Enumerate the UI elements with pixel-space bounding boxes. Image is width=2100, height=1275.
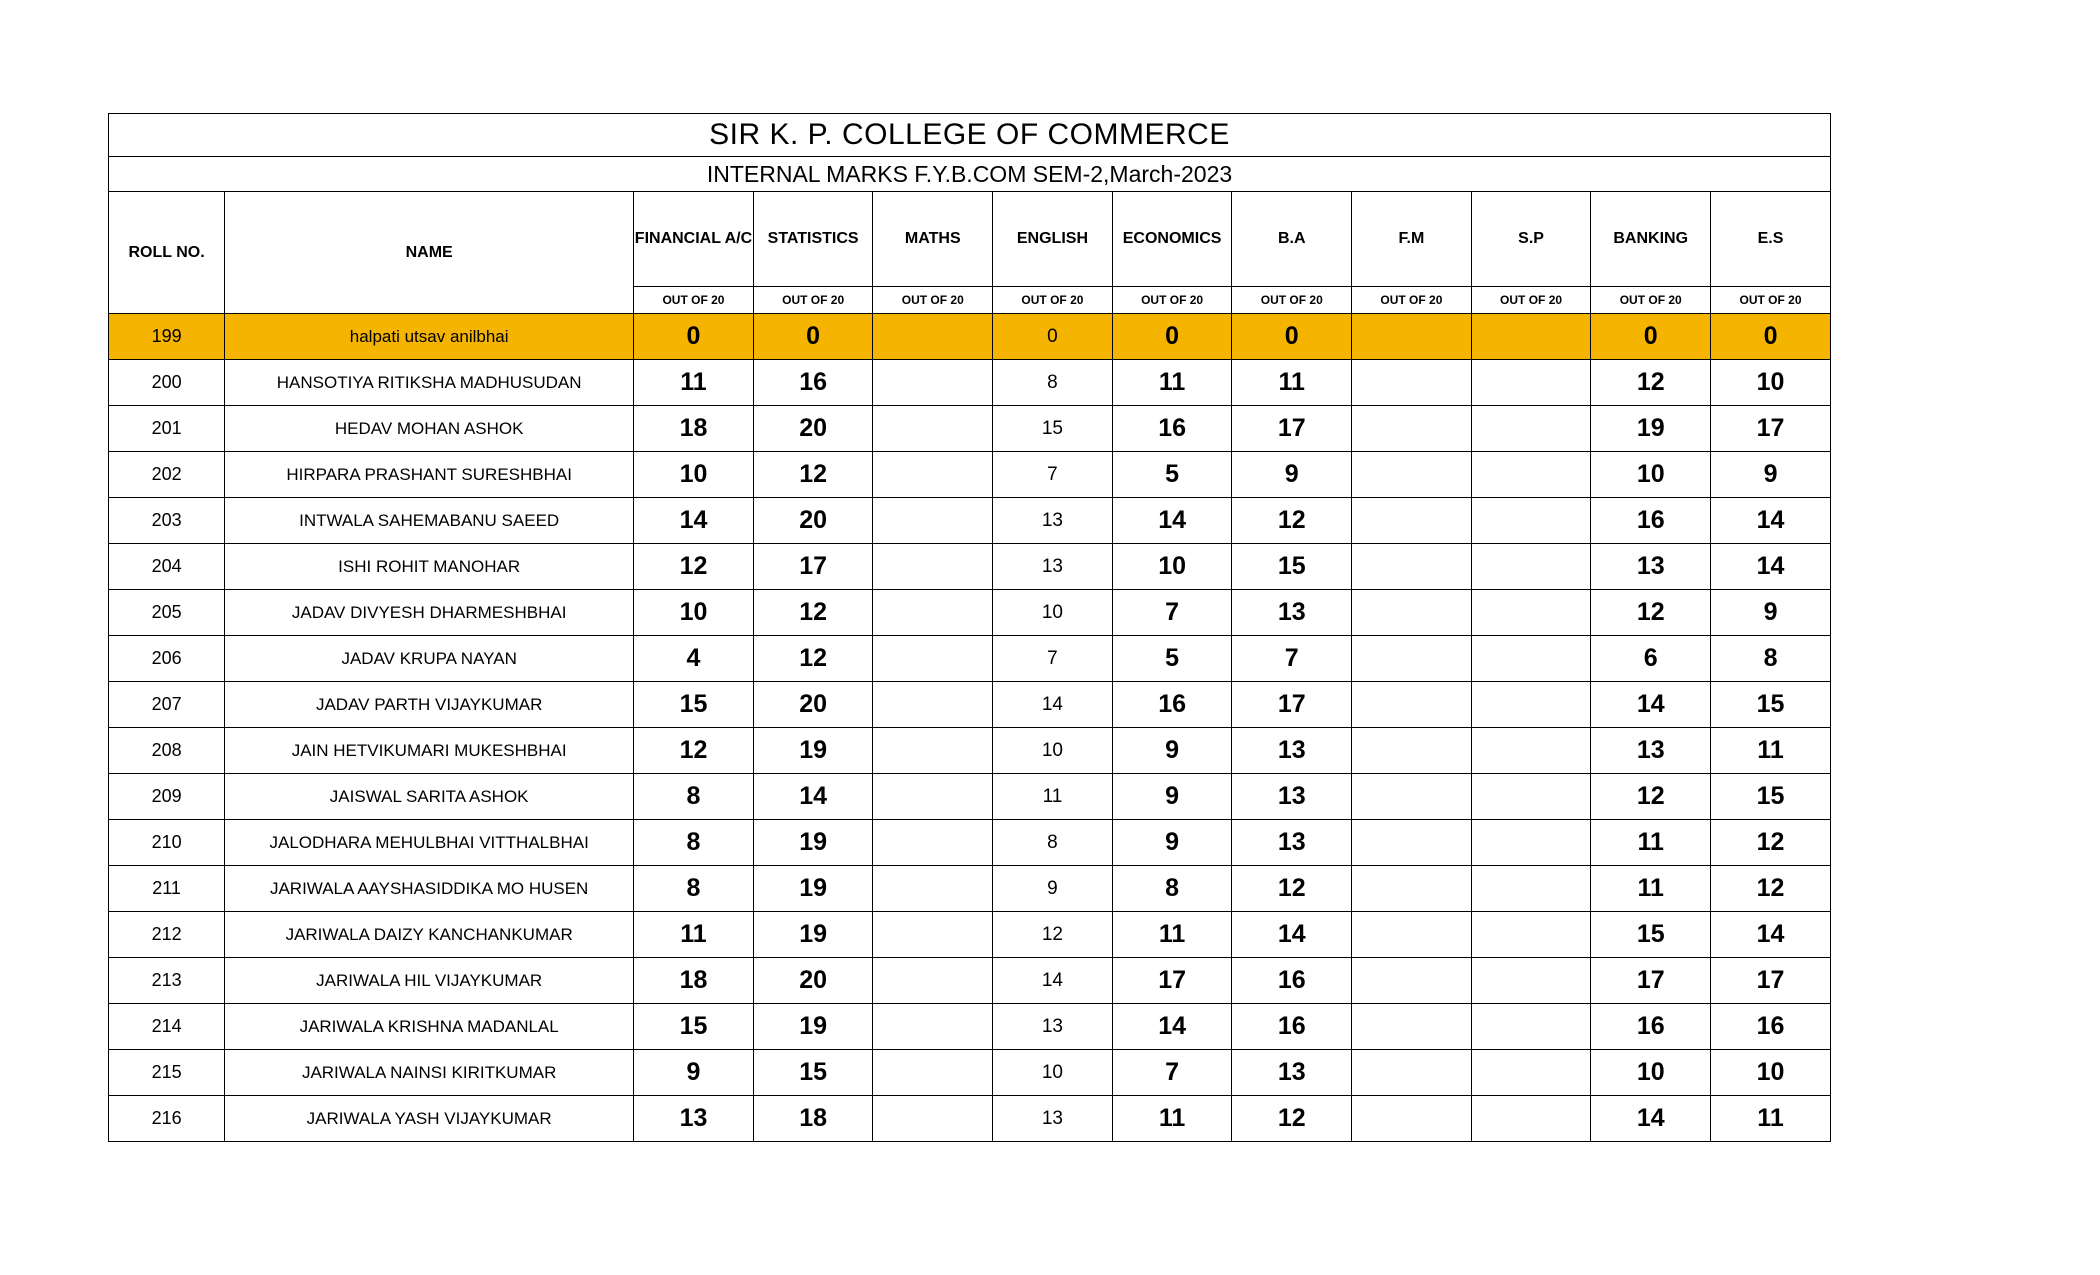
cell-mark: 11 bbox=[1591, 866, 1711, 912]
cell-mark: 15 bbox=[1232, 544, 1352, 590]
cell-student-name: HEDAV MOHAN ASHOK bbox=[225, 406, 634, 452]
cell-mark: 9 bbox=[1711, 452, 1831, 498]
cell-roll-no: 206 bbox=[109, 636, 225, 682]
cell-mark: 10 bbox=[1112, 544, 1232, 590]
table-row bbox=[109, 590, 1831, 636]
header-outof-banking: OUT OF 20 bbox=[1591, 287, 1711, 314]
cell-mark: 5 bbox=[1112, 636, 1232, 682]
cell-mark: 20 bbox=[753, 406, 873, 452]
cell-mark bbox=[1471, 912, 1591, 958]
cell-mark bbox=[873, 590, 993, 636]
table-row bbox=[109, 452, 1831, 498]
cell-mark bbox=[1471, 682, 1591, 728]
cell-mark: 10 bbox=[1711, 360, 1831, 406]
cell-mark: 15 bbox=[993, 406, 1113, 452]
cell-student-name: JAISWAL SARITA ASHOK bbox=[225, 774, 634, 820]
cell-mark: 14 bbox=[1711, 912, 1831, 958]
cell-mark bbox=[1471, 544, 1591, 590]
cell-mark bbox=[1471, 1004, 1591, 1050]
cell-mark bbox=[873, 360, 993, 406]
header-outof-sp: OUT OF 20 bbox=[1471, 287, 1591, 314]
cell-student-name: JARIWALA YASH VIJAYKUMAR bbox=[225, 1096, 634, 1142]
cell-mark bbox=[1471, 590, 1591, 636]
cell-mark: 12 bbox=[1232, 498, 1352, 544]
cell-mark bbox=[1352, 1004, 1472, 1050]
cell-student-name: JARIWALA NAINSI KIRITKUMAR bbox=[225, 1050, 634, 1096]
cell-mark: 12 bbox=[993, 912, 1113, 958]
cell-mark: 18 bbox=[634, 406, 754, 452]
cell-mark bbox=[1471, 1050, 1591, 1096]
marks-sheet bbox=[108, 113, 1831, 1142]
cell-mark bbox=[1471, 406, 1591, 452]
cell-mark bbox=[873, 866, 993, 912]
table-row bbox=[109, 1004, 1831, 1050]
cell-mark: 6 bbox=[1591, 636, 1711, 682]
cell-student-name: halpati utsav anilbhai bbox=[225, 314, 634, 360]
table-row bbox=[109, 406, 1831, 452]
cell-mark: 8 bbox=[634, 820, 754, 866]
cell-mark: 15 bbox=[634, 1004, 754, 1050]
cell-mark bbox=[1352, 1050, 1472, 1096]
cell-mark bbox=[1352, 1096, 1472, 1142]
cell-roll-no: 201 bbox=[109, 406, 225, 452]
table-row bbox=[109, 498, 1831, 544]
cell-mark: 8 bbox=[1112, 866, 1232, 912]
cell-mark: 10 bbox=[1711, 1050, 1831, 1096]
cell-mark: 19 bbox=[753, 912, 873, 958]
document-subtitle: INTERNAL MARKS F.Y.B.COM SEM-2,March-2023 bbox=[109, 157, 1831, 192]
cell-mark: 8 bbox=[634, 866, 754, 912]
header-subject-english: ENGLISH bbox=[993, 192, 1113, 287]
cell-mark bbox=[1352, 314, 1472, 360]
cell-mark: 14 bbox=[1591, 1096, 1711, 1142]
cell-student-name: JADAV DIVYESH DHARMESHBHAI bbox=[225, 590, 634, 636]
cell-mark: 16 bbox=[1232, 1004, 1352, 1050]
cell-mark: 11 bbox=[993, 774, 1113, 820]
cell-mark bbox=[1352, 452, 1472, 498]
cell-roll-no: 214 bbox=[109, 1004, 225, 1050]
cell-mark bbox=[1352, 866, 1472, 912]
cell-student-name: JARIWALA DAIZY KANCHANKUMAR bbox=[225, 912, 634, 958]
cell-mark: 9 bbox=[1711, 590, 1831, 636]
cell-mark bbox=[1471, 498, 1591, 544]
cell-mark bbox=[873, 912, 993, 958]
cell-student-name: JADAV KRUPA NAYAN bbox=[225, 636, 634, 682]
cell-mark: 0 bbox=[993, 314, 1113, 360]
cell-mark: 17 bbox=[1112, 958, 1232, 1004]
cell-mark: 12 bbox=[1232, 1096, 1352, 1142]
cell-mark: 17 bbox=[1232, 406, 1352, 452]
cell-mark: 20 bbox=[753, 498, 873, 544]
cell-mark: 11 bbox=[1711, 728, 1831, 774]
header-subject-fm: F.M bbox=[1352, 192, 1472, 287]
cell-mark: 12 bbox=[1711, 820, 1831, 866]
cell-mark: 17 bbox=[1711, 406, 1831, 452]
cell-mark: 13 bbox=[1591, 728, 1711, 774]
cell-mark: 13 bbox=[993, 1004, 1113, 1050]
cell-mark: 14 bbox=[1112, 498, 1232, 544]
cell-roll-no: 212 bbox=[109, 912, 225, 958]
cell-mark: 17 bbox=[1711, 958, 1831, 1004]
cell-mark bbox=[1352, 728, 1472, 774]
cell-mark bbox=[1471, 360, 1591, 406]
header-outof-ba: OUT OF 20 bbox=[1232, 287, 1352, 314]
cell-mark: 13 bbox=[993, 1096, 1113, 1142]
cell-mark bbox=[873, 1004, 993, 1050]
header-subject-economics: ECONOMICS bbox=[1112, 192, 1232, 287]
cell-student-name: ISHI ROHIT MANOHAR bbox=[225, 544, 634, 590]
cell-mark: 9 bbox=[1112, 820, 1232, 866]
cell-roll-no: 209 bbox=[109, 774, 225, 820]
cell-mark: 13 bbox=[993, 498, 1113, 544]
cell-mark bbox=[1471, 452, 1591, 498]
cell-mark: 10 bbox=[634, 590, 754, 636]
cell-mark: 9 bbox=[993, 866, 1113, 912]
cell-mark: 15 bbox=[1591, 912, 1711, 958]
cell-mark: 7 bbox=[993, 636, 1113, 682]
cell-mark: 14 bbox=[1711, 544, 1831, 590]
internal-marks-table bbox=[108, 113, 1831, 1142]
table-row bbox=[109, 774, 1831, 820]
cell-mark: 0 bbox=[1591, 314, 1711, 360]
cell-mark bbox=[873, 958, 993, 1004]
cell-mark: 12 bbox=[634, 544, 754, 590]
cell-mark: 19 bbox=[753, 820, 873, 866]
header-outof-english: OUT OF 20 bbox=[993, 287, 1113, 314]
header-subject-statistics: STATISTICS bbox=[753, 192, 873, 287]
cell-mark: 12 bbox=[1232, 866, 1352, 912]
cell-mark: 8 bbox=[993, 820, 1113, 866]
cell-mark: 12 bbox=[753, 590, 873, 636]
cell-mark: 10 bbox=[993, 728, 1113, 774]
cell-mark: 16 bbox=[1232, 958, 1352, 1004]
cell-mark: 13 bbox=[1232, 590, 1352, 636]
cell-mark bbox=[873, 1050, 993, 1096]
cell-mark: 19 bbox=[753, 866, 873, 912]
cell-mark bbox=[1352, 360, 1472, 406]
cell-mark: 11 bbox=[1112, 912, 1232, 958]
cell-mark: 16 bbox=[1112, 406, 1232, 452]
cell-mark bbox=[1352, 774, 1472, 820]
table-row bbox=[109, 1096, 1831, 1142]
cell-mark: 15 bbox=[1711, 682, 1831, 728]
cell-mark: 18 bbox=[753, 1096, 873, 1142]
cell-mark: 7 bbox=[993, 452, 1113, 498]
table-row bbox=[109, 636, 1831, 682]
cell-mark: 14 bbox=[993, 682, 1113, 728]
cell-mark bbox=[873, 774, 993, 820]
cell-mark: 16 bbox=[1591, 498, 1711, 544]
cell-mark: 9 bbox=[1112, 774, 1232, 820]
subtitle-row bbox=[109, 157, 1831, 192]
cell-mark: 0 bbox=[1112, 314, 1232, 360]
cell-student-name: JARIWALA KRISHNA MADANLAL bbox=[225, 1004, 634, 1050]
cell-mark: 19 bbox=[753, 728, 873, 774]
cell-mark: 9 bbox=[634, 1050, 754, 1096]
cell-mark: 13 bbox=[1232, 820, 1352, 866]
header-outof-maths: OUT OF 20 bbox=[873, 287, 993, 314]
header-outof-financial-ac: OUT OF 20 bbox=[634, 287, 754, 314]
header-outof-economics: OUT OF 20 bbox=[1112, 287, 1232, 314]
header-name: NAME bbox=[225, 192, 634, 314]
cell-mark: 20 bbox=[753, 682, 873, 728]
cell-mark bbox=[1471, 1096, 1591, 1142]
cell-student-name: HIRPARA PRASHANT SURESHBHAI bbox=[225, 452, 634, 498]
cell-mark: 11 bbox=[1232, 360, 1352, 406]
cell-roll-no: 211 bbox=[109, 866, 225, 912]
cell-roll-no: 216 bbox=[109, 1096, 225, 1142]
cell-roll-no: 207 bbox=[109, 682, 225, 728]
cell-mark: 13 bbox=[1591, 544, 1711, 590]
cell-mark: 14 bbox=[1591, 682, 1711, 728]
header-subject-maths: MATHS bbox=[873, 192, 993, 287]
cell-mark: 12 bbox=[753, 452, 873, 498]
cell-mark: 13 bbox=[634, 1096, 754, 1142]
cell-mark: 15 bbox=[1711, 774, 1831, 820]
cell-mark: 0 bbox=[753, 314, 873, 360]
cell-mark bbox=[873, 636, 993, 682]
cell-mark bbox=[873, 498, 993, 544]
table-row bbox=[109, 544, 1831, 590]
cell-roll-no: 199 bbox=[109, 314, 225, 360]
cell-mark: 16 bbox=[753, 360, 873, 406]
cell-mark bbox=[873, 728, 993, 774]
cell-mark bbox=[873, 544, 993, 590]
cell-mark: 9 bbox=[1232, 452, 1352, 498]
cell-mark bbox=[873, 1096, 993, 1142]
cell-mark: 10 bbox=[1591, 1050, 1711, 1096]
table-body bbox=[109, 114, 1831, 1142]
cell-mark: 8 bbox=[634, 774, 754, 820]
cell-mark: 14 bbox=[1232, 912, 1352, 958]
cell-student-name: INTWALA SAHEMABANU SAEED bbox=[225, 498, 634, 544]
cell-mark: 14 bbox=[1711, 498, 1831, 544]
cell-roll-no: 213 bbox=[109, 958, 225, 1004]
header-row-main bbox=[109, 192, 1831, 287]
cell-mark: 11 bbox=[634, 912, 754, 958]
cell-mark: 13 bbox=[1232, 728, 1352, 774]
cell-mark: 14 bbox=[1112, 1004, 1232, 1050]
cell-roll-no: 204 bbox=[109, 544, 225, 590]
table-row bbox=[109, 820, 1831, 866]
header-subject-financial-ac: FINANCIAL A/C bbox=[634, 192, 754, 287]
cell-roll-no: 210 bbox=[109, 820, 225, 866]
cell-mark: 13 bbox=[1232, 1050, 1352, 1096]
cell-mark: 11 bbox=[1112, 360, 1232, 406]
cell-mark: 11 bbox=[1711, 1096, 1831, 1142]
table-row bbox=[109, 912, 1831, 958]
cell-mark bbox=[873, 406, 993, 452]
table-row bbox=[109, 728, 1831, 774]
cell-mark bbox=[873, 820, 993, 866]
cell-mark: 12 bbox=[1711, 866, 1831, 912]
cell-mark: 16 bbox=[1591, 1004, 1711, 1050]
cell-mark: 7 bbox=[1112, 590, 1232, 636]
cell-mark: 7 bbox=[1112, 1050, 1232, 1096]
cell-student-name: HANSOTIYA RITIKSHA MADHUSUDAN bbox=[225, 360, 634, 406]
cell-mark: 14 bbox=[993, 958, 1113, 1004]
cell-mark: 18 bbox=[634, 958, 754, 1004]
cell-mark: 10 bbox=[993, 590, 1113, 636]
cell-mark bbox=[1352, 498, 1472, 544]
title-row bbox=[109, 114, 1831, 157]
cell-mark bbox=[1471, 820, 1591, 866]
cell-roll-no: 215 bbox=[109, 1050, 225, 1096]
cell-mark bbox=[1471, 728, 1591, 774]
header-subject-sp: S.P bbox=[1471, 192, 1591, 287]
header-outof-fm: OUT OF 20 bbox=[1352, 287, 1472, 314]
cell-mark: 8 bbox=[1711, 636, 1831, 682]
cell-mark bbox=[1352, 544, 1472, 590]
cell-mark: 14 bbox=[753, 774, 873, 820]
cell-mark bbox=[1352, 820, 1472, 866]
cell-roll-no: 205 bbox=[109, 590, 225, 636]
cell-mark: 17 bbox=[753, 544, 873, 590]
cell-mark: 7 bbox=[1232, 636, 1352, 682]
cell-mark bbox=[1471, 774, 1591, 820]
cell-mark bbox=[1352, 682, 1472, 728]
cell-student-name: JADAV PARTH VIJAYKUMAR bbox=[225, 682, 634, 728]
cell-mark: 4 bbox=[634, 636, 754, 682]
cell-mark bbox=[1352, 590, 1472, 636]
cell-mark: 5 bbox=[1112, 452, 1232, 498]
cell-mark: 11 bbox=[1591, 820, 1711, 866]
table-row bbox=[109, 866, 1831, 912]
cell-mark: 0 bbox=[1232, 314, 1352, 360]
cell-mark bbox=[873, 682, 993, 728]
cell-student-name: JAIN HETVIKUMARI MUKESHBHAI bbox=[225, 728, 634, 774]
cell-mark: 15 bbox=[634, 682, 754, 728]
table-row bbox=[109, 314, 1831, 360]
header-outof-es: OUT OF 20 bbox=[1711, 287, 1831, 314]
cell-mark bbox=[873, 314, 993, 360]
cell-mark: 10 bbox=[1591, 452, 1711, 498]
cell-mark: 13 bbox=[1232, 774, 1352, 820]
document-title: SIR K. P. COLLEGE OF COMMERCE bbox=[109, 114, 1831, 157]
header-subject-es: E.S bbox=[1711, 192, 1831, 287]
cell-mark bbox=[1471, 958, 1591, 1004]
table-row bbox=[109, 682, 1831, 728]
cell-mark: 11 bbox=[634, 360, 754, 406]
cell-mark: 16 bbox=[1112, 682, 1232, 728]
cell-mark: 13 bbox=[993, 544, 1113, 590]
table-row bbox=[109, 360, 1831, 406]
cell-roll-no: 202 bbox=[109, 452, 225, 498]
cell-student-name: JARIWALA HIL VIJAYKUMAR bbox=[225, 958, 634, 1004]
cell-mark bbox=[1471, 866, 1591, 912]
cell-mark: 17 bbox=[1232, 682, 1352, 728]
cell-mark: 20 bbox=[753, 958, 873, 1004]
header-subject-ba: B.A bbox=[1232, 192, 1352, 287]
cell-mark: 10 bbox=[634, 452, 754, 498]
cell-mark: 9 bbox=[1112, 728, 1232, 774]
cell-mark: 16 bbox=[1711, 1004, 1831, 1050]
cell-mark: 12 bbox=[634, 728, 754, 774]
table-row bbox=[109, 958, 1831, 1004]
cell-roll-no: 200 bbox=[109, 360, 225, 406]
cell-mark bbox=[1352, 912, 1472, 958]
cell-roll-no: 203 bbox=[109, 498, 225, 544]
cell-mark: 17 bbox=[1591, 958, 1711, 1004]
cell-mark: 12 bbox=[1591, 774, 1711, 820]
cell-mark bbox=[1352, 406, 1472, 452]
cell-mark bbox=[873, 452, 993, 498]
cell-mark bbox=[1352, 958, 1472, 1004]
cell-mark: 10 bbox=[993, 1050, 1113, 1096]
cell-mark: 0 bbox=[1711, 314, 1831, 360]
cell-mark bbox=[1352, 636, 1472, 682]
cell-mark: 12 bbox=[1591, 590, 1711, 636]
header-outof-statistics: OUT OF 20 bbox=[753, 287, 873, 314]
table-row bbox=[109, 1050, 1831, 1096]
cell-mark: 12 bbox=[753, 636, 873, 682]
cell-roll-no: 208 bbox=[109, 728, 225, 774]
cell-mark: 15 bbox=[753, 1050, 873, 1096]
cell-student-name: JARIWALA AAYSHASIDDIKA MO HUSEN bbox=[225, 866, 634, 912]
cell-student-name: JALODHARA MEHULBHAI VITTHALBHAI bbox=[225, 820, 634, 866]
cell-mark: 0 bbox=[634, 314, 754, 360]
cell-mark bbox=[1471, 636, 1591, 682]
cell-mark: 14 bbox=[634, 498, 754, 544]
cell-mark: 8 bbox=[993, 360, 1113, 406]
header-subject-banking: BANKING bbox=[1591, 192, 1711, 287]
cell-mark: 19 bbox=[1591, 406, 1711, 452]
cell-mark: 12 bbox=[1591, 360, 1711, 406]
cell-mark: 11 bbox=[1112, 1096, 1232, 1142]
header-roll-no: ROLL NO. bbox=[109, 192, 225, 314]
cell-mark bbox=[1471, 314, 1591, 360]
cell-mark: 19 bbox=[753, 1004, 873, 1050]
